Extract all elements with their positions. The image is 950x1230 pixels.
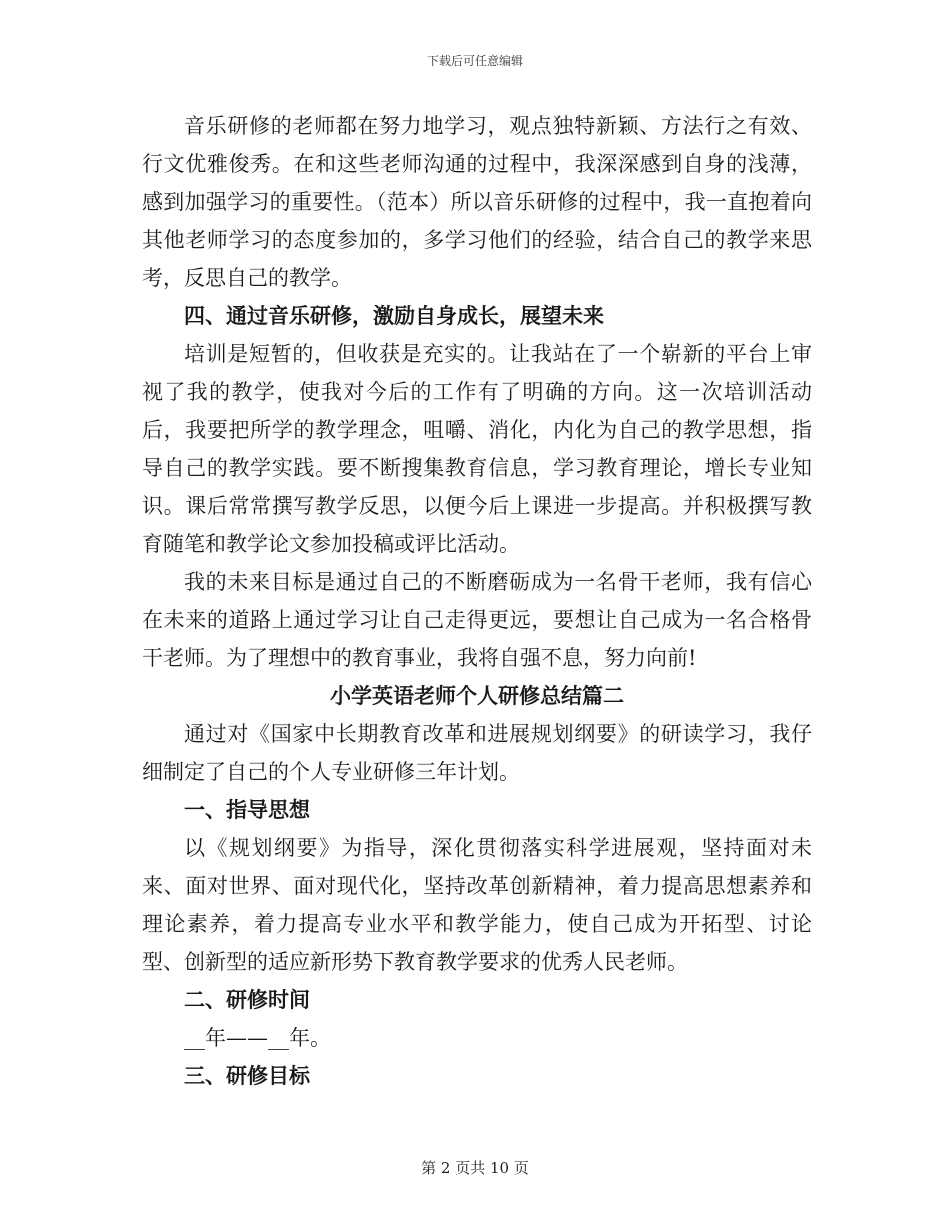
section-heading-three: 三、研修目标 (184, 1063, 310, 1088)
paragraph-guiding-thought: 以《规划纲要》为指导，深化贯彻落实科学进展观，坚持面对未来、面对世界、面对现代化，坚持改革创新精神，着力提高思想素养和理论素养，着力提高专业水平和教学能力，使自己成为开拓型、讨论型、创新型的适应新形势下教育教学要求的优秀人民老师。 (142, 836, 812, 974)
document-body (142, 107, 812, 1095)
section-heading-four: 四、通过音乐研修，激励自身成长，展望未来 (184, 303, 604, 328)
paragraph-future-goal: 我的未来目标是通过自己的不断磨砺成为一名骨干老师，我有信心在未来的道路上通过学习让自己走得更远，要想让自己成为一名合格骨干老师。为了理想中的教育事业，我将自强不息，努力向前! (142, 570, 812, 670)
paragraph-music-study: 音乐研修的老师都在努力地学习，观点独特新颖、方法行之有效、行文优雅俊秀。在和这些老师沟通的过程中，我深深感到自身的浅薄，感到加强学习的重要性。（范本）所以音乐研修的过程中，我一直抱着向其他老师学习的态度参加的，多学习他们的经验，结合自己的教学来思考，反思自己的教学。 (142, 114, 812, 290)
article-title-part-two: 小学英语老师个人研修总结篇二 (330, 683, 624, 708)
page-header: 下载后可任意编辑 (426, 54, 523, 68)
paragraph-intro: 通过对《国家中长期教育改革和进展规划纲要》的研读学习，我仔细制定了自己的个人专业研修三年计划。 (142, 722, 812, 784)
section-heading-two: 二、研修时间 (184, 987, 310, 1012)
section-heading-one: 一、指导思想 (184, 797, 310, 822)
paragraph-training: 培训是短暂的，但收获是充实的。让我站在了一个崭新的平台上审视了我的教学，使我对今后的工作有了明确的方向。这一次培训活动后，我要把所学的教学理念，咀嚼、消化，内化为自己的教学思想，指导自己的教学实践。要不断搜集教育信息，学习教育理论，增长专业知识。课后常常撰写教学反思，以便今后上课进一步提高。并积极撰写教育随笔和教学论文参加投稿或评比活动。 (142, 342, 812, 556)
paragraph-study-period: __年——__年。 (184, 1026, 331, 1050)
page-footer: 第 2 页共 10 页 (421, 1159, 529, 1177)
